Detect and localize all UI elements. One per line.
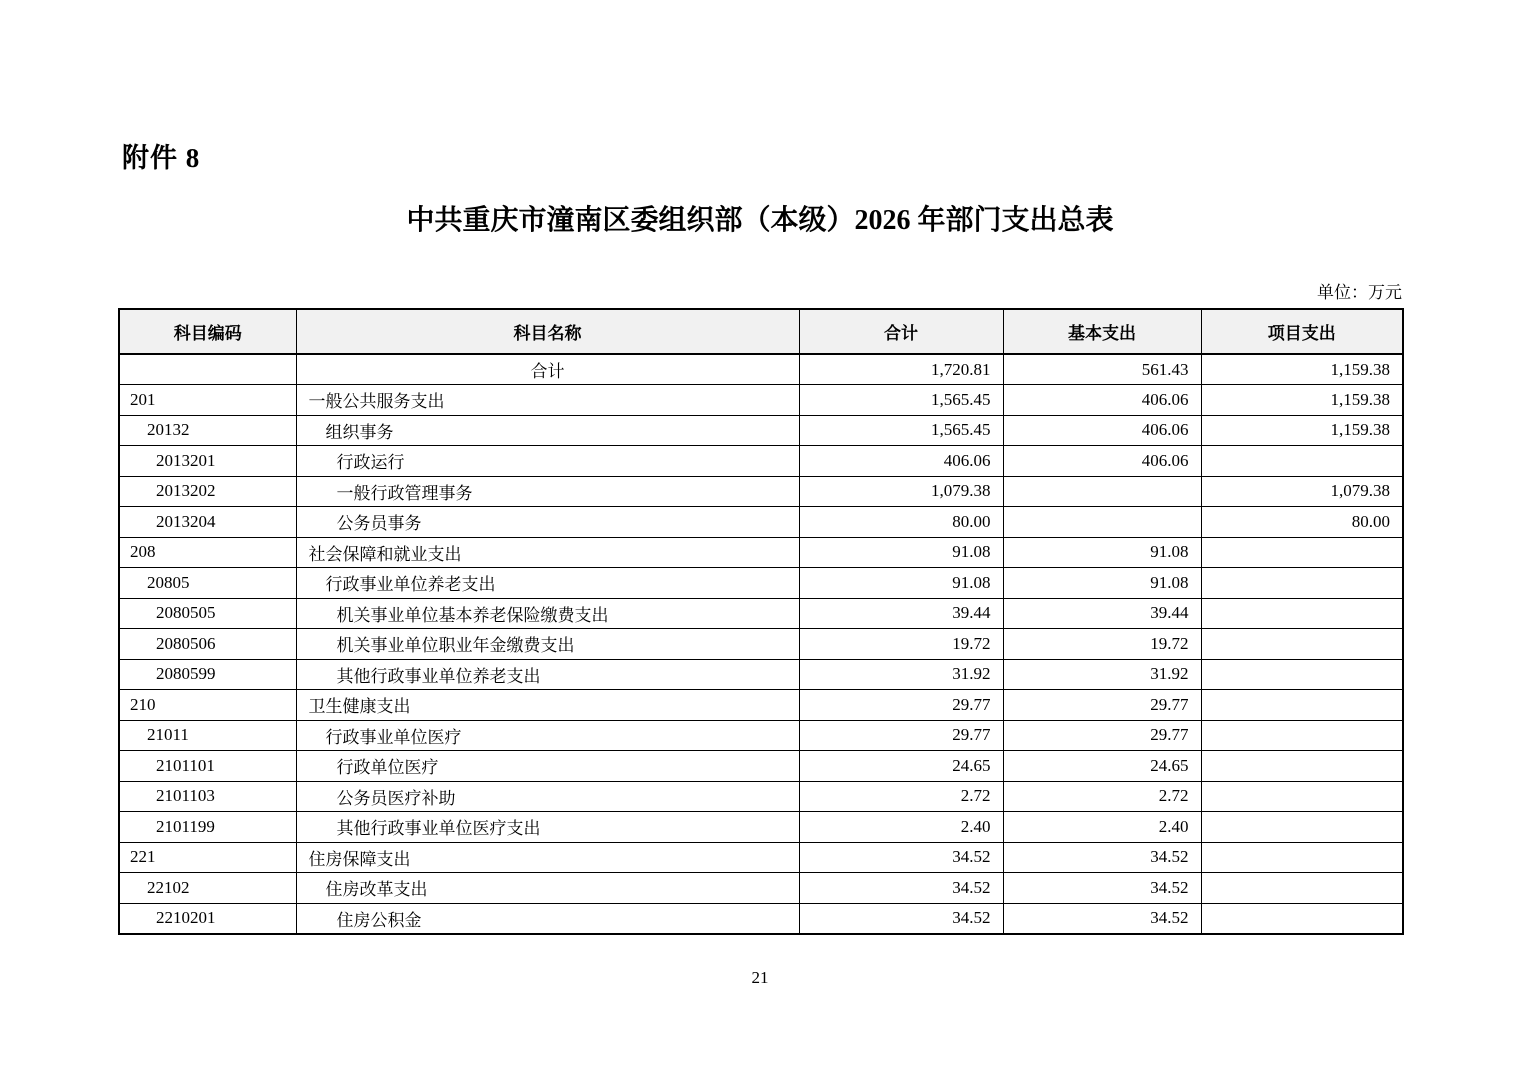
basic-expenditure-cell: 2.40: [1003, 812, 1201, 843]
table-row: [119, 690, 1403, 721]
table-body: [119, 354, 1403, 934]
table-row: [119, 568, 1403, 599]
total-cell: 29.77: [799, 690, 1003, 721]
subject-name-cell: 公务员医疗补助: [296, 781, 799, 812]
project-expenditure-cell: [1201, 751, 1403, 782]
total-cell: 1,720.81: [799, 354, 1003, 385]
project-expenditure-cell: [1201, 659, 1403, 690]
subject-name-cell: 其他行政事业单位养老支出: [296, 659, 799, 690]
subject-code-cell: 2013204: [119, 507, 296, 538]
project-expenditure-cell: 1,159.38: [1201, 385, 1403, 416]
subject-name-cell: 一般行政管理事务: [296, 476, 799, 507]
project-expenditure-cell: [1201, 812, 1403, 843]
basic-expenditure-cell: 34.52: [1003, 842, 1201, 873]
table-row: [119, 415, 1403, 446]
table-row: [119, 354, 1403, 385]
table-row: [119, 720, 1403, 751]
project-expenditure-cell: 1,159.38: [1201, 415, 1403, 446]
column-header-subject-code: 科目编码: [119, 309, 296, 354]
project-expenditure-cell: 80.00: [1201, 507, 1403, 538]
total-cell: 80.00: [799, 507, 1003, 538]
basic-expenditure-cell: 406.06: [1003, 415, 1201, 446]
table-row: [119, 385, 1403, 416]
project-expenditure-cell: [1201, 842, 1403, 873]
subject-code-cell: 2210201: [119, 903, 296, 934]
total-cell: 1,079.38: [799, 476, 1003, 507]
total-cell: 24.65: [799, 751, 1003, 782]
page-title: 中共重庆市潼南区委组织部（本级）2026 年部门支出总表: [406, 205, 1114, 236]
table-row: [119, 446, 1403, 477]
project-expenditure-cell: [1201, 537, 1403, 568]
subject-name-cell: 公务员事务: [296, 507, 799, 538]
subject-name-cell: 组织事务: [296, 415, 799, 446]
table-row: [119, 507, 1403, 538]
project-expenditure-cell: [1201, 690, 1403, 721]
basic-expenditure-cell: 2.72: [1003, 781, 1201, 812]
project-expenditure-cell: [1201, 903, 1403, 934]
subject-name-cell: 卫生健康支出: [296, 690, 799, 721]
total-cell: 19.72: [799, 629, 1003, 660]
subject-code-cell: 20805: [119, 568, 296, 599]
total-cell: 34.52: [799, 873, 1003, 904]
subject-code-cell: 22102: [119, 873, 296, 904]
table-row: [119, 842, 1403, 873]
basic-expenditure-cell: 34.52: [1003, 873, 1201, 904]
subject-code-cell: 2080505: [119, 598, 296, 629]
project-expenditure-cell: 1,079.38: [1201, 476, 1403, 507]
total-cell: 91.08: [799, 568, 1003, 599]
subject-name-cell: 行政事业单位养老支出: [296, 568, 799, 599]
subject-code-cell: 2101199: [119, 812, 296, 843]
basic-expenditure-cell: [1003, 476, 1201, 507]
attachment-label: 附件 8: [122, 143, 201, 173]
subject-code-cell: 20132: [119, 415, 296, 446]
total-cell: 39.44: [799, 598, 1003, 629]
total-cell: 406.06: [799, 446, 1003, 477]
total-cell: 34.52: [799, 842, 1003, 873]
table-row: [119, 903, 1403, 934]
basic-expenditure-cell: 91.08: [1003, 537, 1201, 568]
total-cell: 34.52: [799, 903, 1003, 934]
total-cell: 91.08: [799, 537, 1003, 568]
total-cell: 31.92: [799, 659, 1003, 690]
project-expenditure-cell: [1201, 568, 1403, 599]
page-number: 21: [751, 968, 769, 987]
table-row: [119, 537, 1403, 568]
subject-code-cell: 221: [119, 842, 296, 873]
total-cell: 29.77: [799, 720, 1003, 751]
subject-code-cell: 2080506: [119, 629, 296, 660]
basic-expenditure-cell: 406.06: [1003, 385, 1201, 416]
project-expenditure-cell: [1201, 873, 1403, 904]
budget-table: [118, 308, 1404, 935]
subject-name-cell: 机关事业单位基本养老保险缴费支出: [296, 598, 799, 629]
table-row: [119, 873, 1403, 904]
basic-expenditure-cell: 39.44: [1003, 598, 1201, 629]
subject-code-cell: 21011: [119, 720, 296, 751]
subject-code-cell: 201: [119, 385, 296, 416]
subject-name-cell: 行政单位医疗: [296, 751, 799, 782]
subject-name-cell: 住房保障支出: [296, 842, 799, 873]
basic-expenditure-cell: 31.92: [1003, 659, 1201, 690]
table-row: [119, 812, 1403, 843]
column-header-basic: 基本支出: [1003, 309, 1201, 354]
subject-name-cell: 社会保障和就业支出: [296, 537, 799, 568]
subject-name-cell: 行政事业单位医疗: [296, 720, 799, 751]
subject-code-cell: 208: [119, 537, 296, 568]
basic-expenditure-cell: 29.77: [1003, 690, 1201, 721]
subject-name-cell: 其他行政事业单位医疗支出: [296, 812, 799, 843]
subject-code-cell: 2013202: [119, 476, 296, 507]
subject-name-cell: 合计: [296, 354, 799, 385]
budget-table-container: [118, 308, 1402, 935]
subject-name-cell: 住房改革支出: [296, 873, 799, 904]
basic-expenditure-cell: 91.08: [1003, 568, 1201, 599]
subject-code-cell: 210: [119, 690, 296, 721]
basic-expenditure-cell: 561.43: [1003, 354, 1201, 385]
unit-note: 单位：万元: [1317, 283, 1402, 302]
subject-name-cell: 行政运行: [296, 446, 799, 477]
subject-name-cell: 住房公积金: [296, 903, 799, 934]
table-header: [119, 309, 1403, 354]
table-row: [119, 476, 1403, 507]
column-header-project: 项目支出: [1201, 309, 1403, 354]
total-cell: 1,565.45: [799, 415, 1003, 446]
project-expenditure-cell: [1201, 781, 1403, 812]
project-expenditure-cell: [1201, 629, 1403, 660]
basic-expenditure-cell: 34.52: [1003, 903, 1201, 934]
subject-name-cell: 一般公共服务支出: [296, 385, 799, 416]
table-row: [119, 751, 1403, 782]
table-row: [119, 659, 1403, 690]
subject-name-cell: 机关事业单位职业年金缴费支出: [296, 629, 799, 660]
table-row: [119, 629, 1403, 660]
project-expenditure-cell: [1201, 598, 1403, 629]
column-header-subject-name: 科目名称: [296, 309, 799, 354]
total-cell: 2.40: [799, 812, 1003, 843]
basic-expenditure-cell: 406.06: [1003, 446, 1201, 477]
basic-expenditure-cell: 19.72: [1003, 629, 1201, 660]
subject-code-cell: [119, 354, 296, 385]
total-cell: 1,565.45: [799, 385, 1003, 416]
subject-code-cell: 2101103: [119, 781, 296, 812]
project-expenditure-cell: 1,159.38: [1201, 354, 1403, 385]
project-expenditure-cell: [1201, 446, 1403, 477]
total-cell: 2.72: [799, 781, 1003, 812]
column-header-total: 合计: [799, 309, 1003, 354]
table-row: [119, 598, 1403, 629]
basic-expenditure-cell: [1003, 507, 1201, 538]
table-row: [119, 781, 1403, 812]
subject-code-cell: 2080599: [119, 659, 296, 690]
basic-expenditure-cell: 29.77: [1003, 720, 1201, 751]
subject-code-cell: 2013201: [119, 446, 296, 477]
table-header-row: [119, 309, 1403, 354]
project-expenditure-cell: [1201, 720, 1403, 751]
basic-expenditure-cell: 24.65: [1003, 751, 1201, 782]
subject-code-cell: 2101101: [119, 751, 296, 782]
